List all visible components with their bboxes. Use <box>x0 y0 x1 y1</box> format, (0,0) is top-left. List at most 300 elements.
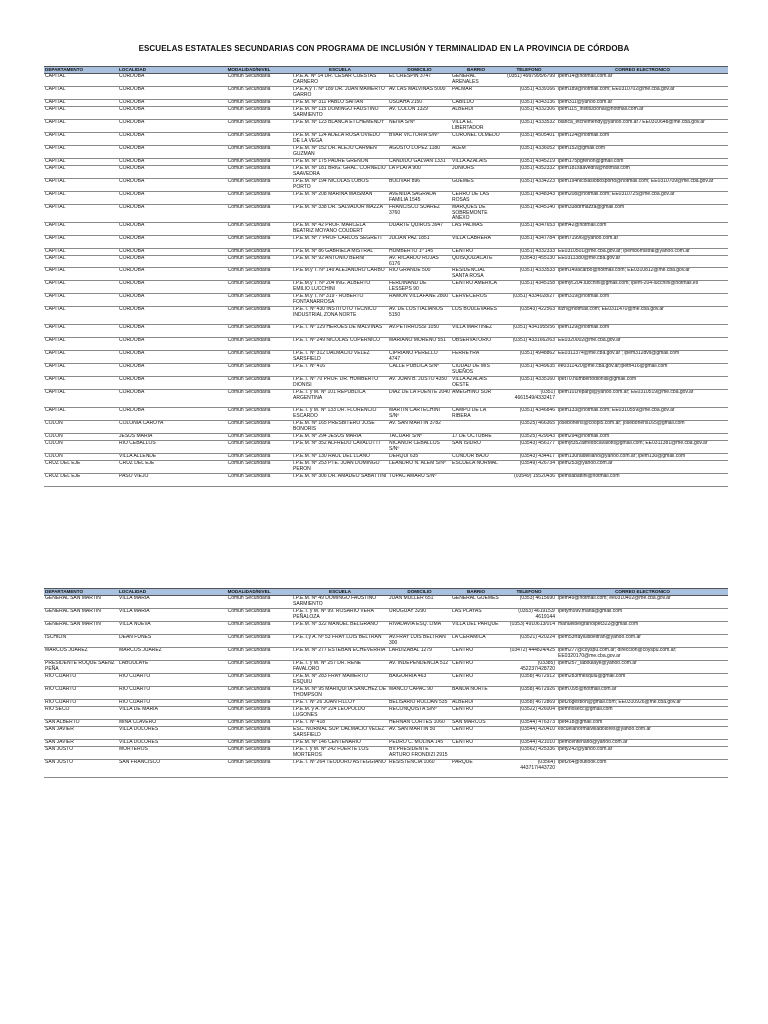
cell-barrio: JUNIORS <box>451 166 501 179</box>
table-row <box>44 377 728 390</box>
cell-departamento: CAPITAL <box>44 179 118 192</box>
cell-barrio: OBSERVATORIO <box>451 338 501 351</box>
cell-localidad: CORDOBA <box>118 107 206 120</box>
cell-domicilio: JUAN MULLER 651 <box>388 596 451 609</box>
cell-escuela: I.P.E.T. Nº 416 <box>292 364 388 377</box>
cell-escuela: I.P.E.T. Nº 430 INSTITUTO TECNICO INDUSTRIAL ZONA NORTE <box>292 307 388 325</box>
cell-correo: ipet70.humbertodionisi@gmail.com <box>557 377 728 390</box>
cell-departamento: SAN JUSTO <box>44 760 118 778</box>
header-barrio: BARRIO <box>451 589 501 596</box>
cell-departamento: SAN ALBERTO <box>44 720 118 727</box>
table-row <box>44 100 728 107</box>
cell-modalidad: Común Secundaria <box>206 281 292 294</box>
cell-domicilio: AV. DE LOS ITALIANOS 5150 <box>388 307 451 325</box>
cell-correo: ipem189@hotmail.com; EE0310702@me.cba.gov.ar <box>557 87 728 100</box>
cell-localidad: VILLA NUEVA <box>118 622 206 635</box>
cell-telefono: (03549) 426734 <box>501 461 557 474</box>
header-telefono: TELEFONO <box>501 589 557 596</box>
cell-departamento: GENERAL SAN MARTIN <box>44 596 118 609</box>
cell-escuela: I.P.E.T. Nº 26 JUAN FILLOY <box>292 700 388 707</box>
cell-barrio: VILLA DEL PARQUE <box>451 622 501 635</box>
cell-localidad: DEAN FUNES <box>118 635 206 648</box>
cell-domicilio: RIO GRANDE 500 <box>388 268 451 281</box>
cell-escuela: I.P.E.M. Nº 283 FRAY MAMERTO ESQUIU <box>292 674 388 687</box>
cell-telefono: (0351) 4345158 <box>501 281 557 294</box>
cell-localidad: CORDOBA <box>118 223 206 236</box>
cell-correo: ipem175pgrenon@gmail.com <box>557 159 728 166</box>
cell-departamento: CAPITAL <box>44 325 118 338</box>
cell-escuela: I.P.E.M. Nº 92 ANTONIO BERNI <box>292 256 388 268</box>
header-modalidad: MODALIDAD/NIVEL <box>206 67 292 74</box>
cell-departamento: SAN JUSTO <box>44 747 118 760</box>
cell-telefono: (03564) 443717/443720 <box>501 760 557 778</box>
cell-escuela: I.P.E.M. Nº 175 PADRE GRENON <box>292 159 388 166</box>
cell-modalidad: Común Secundaria <box>206 87 292 100</box>
header-localidad: LOCALIDAD <box>118 589 206 596</box>
cell-modalidad: Común Secundaria <box>206 635 292 648</box>
cell-telefono: (0353) 4619153/ 4619144 <box>501 609 557 622</box>
cell-barrio: SAN MARCOS <box>451 720 501 727</box>
cell-localidad: CORDOBA <box>118 364 206 377</box>
cell-escuela: I.P.E.M. y A. Nº 224 LEOPOLDO LUGONES <box>292 707 388 720</box>
cell-domicilio: AV. COLON 1329 <box>388 107 451 120</box>
cell-domicilio: CIPRIANO PERELLO 4747 <box>388 351 451 364</box>
table-row <box>44 294 728 307</box>
table-row <box>44 192 728 205</box>
cell-localidad: CORDOBA <box>118 325 206 338</box>
cell-escuela: I.P.E.M.y T. Nº 204 ING. ALBERTO EMILIO LUCCHINI <box>292 281 388 294</box>
cell-barrio: CENTRO <box>451 661 501 674</box>
cell-localidad: CRUZ DEL EJE <box>118 461 206 474</box>
cell-telefono: (0353) 4615690 <box>501 596 557 609</box>
cell-domicilio: FERDINAND DE LESSEPS 90 <box>388 281 451 294</box>
cell-modalidad: Común Secundaria <box>206 146 292 159</box>
cell-departamento: RIO CUARTO <box>44 700 118 707</box>
table-row <box>44 390 728 408</box>
cell-modalidad: Común Secundaria <box>206 223 292 236</box>
cell-escuela: I.P.E.T.y A. Nº 53 FRAY LUIS BELTRAN <box>292 635 388 648</box>
cell-localidad: CORDOBA <box>118 205 206 223</box>
cell-telefono: (0351) 4352332 <box>501 166 557 179</box>
cell-barrio: CAMPO DE LA RIBERA <box>451 408 501 421</box>
cell-escuela: I.P.E.T. Nº 249 NICOLAS COPERNICO <box>292 338 388 351</box>
cell-localidad: CORDOBA <box>118 133 206 146</box>
table-row <box>44 727 728 740</box>
header-escuela: ESCUELA <box>292 67 388 74</box>
table-row <box>44 596 728 609</box>
cell-modalidad: Común Secundaria <box>206 707 292 720</box>
header-correo: CORREO ELECTRONICO <box>557 67 728 74</box>
header-domicilio: DOMICILIO <box>388 589 451 596</box>
cell-departamento: CAPITAL <box>44 377 118 390</box>
cell-domicilio: EL CRESPIN 3747 <box>388 74 451 87</box>
cell-localidad: CORDOBA <box>118 307 206 325</box>
table-row <box>44 648 728 661</box>
header-row <box>44 589 728 596</box>
table-row <box>44 307 728 325</box>
cell-telefono: (0351) 4346846 <box>501 408 557 421</box>
cell-telefono: (03544) 476373 <box>501 720 557 727</box>
cell-escuela: I.P.E.M. Nº 49 DOMINGO FAUSTINO SARMIENTO <box>292 596 388 609</box>
table-row <box>44 740 728 747</box>
cell-escuela: ESC. NORMAL SUP. DALMACIO VELEZ SARSFIELD <box>292 727 388 740</box>
cell-localidad: VILLA DE MARIA <box>118 707 206 720</box>
table-row <box>44 325 728 338</box>
cell-departamento: CAPITAL <box>44 100 118 107</box>
cell-localidad: MARCOS JUAREZ <box>118 648 206 661</box>
cell-correo: ipem253@yahoo.com.ar <box>557 461 728 474</box>
cell-domicilio: TUPAC AMARU S/Nº <box>388 474 451 487</box>
cell-modalidad: Común Secundaria <box>206 268 292 281</box>
cell-barrio: QUISQUIZACATE <box>451 256 501 268</box>
table-row <box>44 249 728 256</box>
cell-correo: ipem277@coyspu.com.ar; direccion@coyspu.com.ar; EE0320170@me.cba.gov.ar <box>557 648 728 661</box>
cell-domicilio: HERNAN CORTES 1060 <box>388 720 451 727</box>
cell-localidad: COLONIA CAROYA <box>118 421 206 434</box>
cell-departamento: CAPITAL <box>44 205 118 223</box>
cell-escuela: I.P.E.M. Nº 146 CENTENARIO <box>292 740 388 747</box>
cell-correo: EE0310501@me.cba.gov.ar; ipem86mistral@yahoo.com.ar <box>557 249 728 256</box>
cell-domicilio: LEANDRO N. ALEM S/Nº <box>388 461 451 474</box>
cell-telefono: (03525) 429043 <box>501 434 557 441</box>
cell-modalidad: Común Secundaria <box>206 133 292 146</box>
cell-barrio: SAN ISIDRO <box>451 441 501 454</box>
cell-modalidad: Común Secundaria <box>206 434 292 441</box>
cell-localidad: SAN FRANCISCO <box>118 760 206 778</box>
cell-correo: ipemsabattini@hotmail.com <box>557 474 728 487</box>
cell-localidad: VILLA ALLENDE <box>118 454 206 461</box>
cell-domicilio: AV. JUAN B. JUSTO 4350 <box>388 377 451 390</box>
cell-telefono: (0351) 4345140 <box>501 205 557 223</box>
cell-domicilio: BELISARIO ROLDAN 535 <box>388 700 451 707</box>
cell-domicilio: AV.FRAY LUIS BELTRAN 300 <box>388 635 451 648</box>
cell-correo: ipet26gestion@gmail.com; EE0310926@me.cba.gov.ar <box>557 700 728 707</box>
cell-domicilio: LARDIZABAL 1279 <box>388 648 451 661</box>
cell-correo: EE0311374@me.cba.gov.ar ; ipem312dvs@gmail.com <box>557 351 728 364</box>
cell-modalidad: Común Secundaria <box>206 100 292 107</box>
table-row <box>44 159 728 166</box>
cell-modalidad: Común Secundaria <box>206 166 292 179</box>
cell-modalidad: Común Secundaria <box>206 236 292 249</box>
cell-correo: ipem181saavedra@hotmail.com <box>557 166 728 179</box>
cell-telefono: (0351) 4332333 <box>501 249 557 256</box>
cell-domicilio: PEDRO C. MOLINA 145 <box>388 740 451 747</box>
cell-escuela: I.P.E.M. Nº 277 ESTEBAN ECHEVERRIA <box>292 648 388 661</box>
cell-departamento: ISCHILIN <box>44 635 118 648</box>
cell-departamento: CAPITAL <box>44 268 118 281</box>
cell-domicilio: AGUSTO LOPEZ 1180 <box>388 146 451 159</box>
table-row <box>44 434 728 441</box>
cell-modalidad: Común Secundaria <box>206 661 292 674</box>
cell-modalidad: Común Secundaria <box>206 205 292 223</box>
schools-table-capital-colon-cruz-del-eje <box>44 66 728 487</box>
cell-escuela: I.P.E.T. Nº 418 <box>292 720 388 727</box>
cell-localidad: MINA CLAVERO <box>118 720 206 727</box>
cell-barrio: ALBERDI <box>451 700 501 707</box>
cell-modalidad: Común Secundaria <box>206 700 292 707</box>
cell-departamento: CAPITAL <box>44 133 118 146</box>
table-row <box>44 236 728 249</box>
cell-escuela: I.P.E.M. Nº 124 ADELA ROSA OVIEDO DE LA VEGA <box>292 133 388 146</box>
cell-departamento: CAPITAL <box>44 408 118 421</box>
cell-modalidad: Común Secundaria <box>206 421 292 434</box>
table-row <box>44 747 728 760</box>
cell-localidad: CORDOBA <box>118 146 206 159</box>
cell-localidad: CORDOBA <box>118 390 206 408</box>
cell-barrio: CENTRO <box>451 740 501 747</box>
cell-escuela: I.P.E.M. Nº 253 PTE. JUAN DOMINGO PERON <box>292 461 388 474</box>
cell-localidad: CORDOBA <box>118 179 206 192</box>
schools-table-interior <box>44 588 728 778</box>
cell-modalidad: Común Secundaria <box>206 596 292 609</box>
cell-escuela: I.P.E.M.y T. Nº 319 - ROBERTO FONTANARROSA <box>292 294 388 307</box>
cell-telefono: (03544) 421010 <box>501 740 557 747</box>
cell-localidad: RIO CUARTO <box>118 700 206 707</box>
cell-departamento: RIO SECO <box>44 707 118 720</box>
cell-localidad: VILLA DOLORES <box>118 727 206 740</box>
table-row <box>44 223 728 236</box>
cell-localidad: CORDOBA <box>118 236 206 249</box>
cell-localidad: CORDOBA <box>118 87 206 100</box>
cell-departamento: CAPITAL <box>44 146 118 159</box>
cell-correo: escuelanormalvilladolores@yahoo.com.ar <box>557 727 728 740</box>
cell-domicilio: BOLIVAR 896 <box>388 179 451 192</box>
table-row <box>44 205 728 223</box>
cell-localidad: CORDOBA <box>118 159 206 166</box>
cell-departamento: RIO CUARTO <box>44 674 118 687</box>
table-row <box>44 364 728 377</box>
cell-departamento: CRUZ DEL EJE <box>44 461 118 474</box>
cell-telefono: (0351) 4333532 <box>501 120 557 133</box>
table-row <box>44 268 728 281</box>
cell-escuela: I.P.E.T. y M. Nº 101 REPUBLICA ARGENTINA <box>292 390 388 408</box>
cell-telefono: (03544) 420410 <box>501 727 557 740</box>
table-row <box>44 408 728 421</box>
cell-correo: ipem130raldelllano@yahoo.com.ar; ipem130@gmail.com <box>557 454 728 461</box>
cell-domicilio: RIVADAVIA ESQ. LIMA <box>388 622 451 635</box>
cell-departamento: PRESIDENTE ROQUE SAENZ PEÑA <box>44 661 118 674</box>
cell-localidad: CORDOBA <box>118 338 206 351</box>
cell-correo: ipem133@hotmail.com; EE0310559@me.cba.gov.ar <box>557 408 728 421</box>
cell-barrio: FERREYRA <box>451 351 501 364</box>
cell-correo: joseboneris@coopi5.com.ar; joseboneris165@gmail.com <box>557 421 728 434</box>
cell-correo: ipem.095@hotmail.com.ar <box>557 687 728 700</box>
cell-barrio <box>451 421 501 434</box>
cell-telefono: (0351) 4661549/4332417 <box>501 390 557 408</box>
cell-barrio: PARQUE <box>451 760 501 778</box>
cell-barrio: ALEM <box>451 146 501 159</box>
cell-escuela: I.P.E.M. Nº 352 ALFREDO CAVALOTTI <box>292 441 388 454</box>
cell-modalidad: Común Secundaria <box>206 159 292 166</box>
cell-correo: ee0311420@me.cba.gov.ar;ipetn416@gmail.com <box>557 364 728 377</box>
cell-domicilio: AV. SAN MARTIN 3782 <box>388 421 451 434</box>
cell-localidad: CORDOBA <box>118 166 206 179</box>
cell-localidad: CORDOBA <box>118 192 206 205</box>
cell-escuela: I.P.E.T. Nº 129 HEROES DE MALVINAS <box>292 325 388 338</box>
cell-departamento: CAPITAL <box>44 120 118 133</box>
cell-domicilio: MANCO CAPAC 90 <box>388 687 451 700</box>
table-row <box>44 421 728 434</box>
cell-domicilio: DERQUI 635 <box>388 454 451 461</box>
cell-escuela: I.P.E.M. Nº 86 GABRIELA MISTRAL <box>292 249 388 256</box>
cell-domicilio: AV. INDEPENDENCIA 512 <box>388 661 451 674</box>
cell-correo: ipem152@gmail.com <box>557 146 728 159</box>
header-departamento: DEPARTAMENTO <box>44 589 118 596</box>
cell-telefono: (0351) 4343136 <box>501 100 557 107</box>
cell-telefono: (03549) 15520436 <box>501 474 557 487</box>
cell-domicilio: DIAZ DE LA FUENTE 2040 <box>388 390 451 408</box>
cell-correo: ipem149acarbo@hotmail.com; EE0310812@me.cba.gov.ar <box>557 268 728 281</box>
cell-escuela: I.P.E.M. Nº 194 NICOLAS LOBOS PORTO <box>292 179 388 192</box>
cell-localidad: CORDOBA <box>118 294 206 307</box>
cell-modalidad: Común Secundaria <box>206 474 292 487</box>
cell-barrio: VILLA EL LIBERTADOR <box>451 120 501 133</box>
table-row <box>44 107 728 120</box>
cell-escuela: I.P.E.M. Nº 306 DR. AMADEO SABATTINI <box>292 474 388 487</box>
header-barrio: BARRIO <box>451 67 501 74</box>
cell-telefono: (0351) 4334223 <box>501 179 557 192</box>
table-row <box>44 256 728 268</box>
table-row <box>44 166 728 179</box>
cell-telefono: (0351) 4345219 <box>501 159 557 166</box>
table-row <box>44 74 728 87</box>
cell-domicilio: HUMBERTO 1º 145 <box>388 249 451 256</box>
header-telefono: TELEFONO <box>501 67 557 74</box>
cell-correo: ipem14@hotmail.com.ar <box>557 74 728 87</box>
cell-escuela: I.P.E.T. y M. Nº 99. ROSARIO VERA PEÑALOZA <box>292 609 388 622</box>
cell-telefono: (0353) 4910613/014 <box>501 622 557 635</box>
cell-telefono: (0351) 4948862 <box>501 351 557 364</box>
cell-departamento: CAPITAL <box>44 249 118 256</box>
table-row <box>44 338 728 351</box>
cell-correo: ipem311@yahoo.com.ar <box>557 100 728 107</box>
cell-barrio: LAS PALMAS <box>451 223 501 236</box>
cell-modalidad: Común Secundaria <box>206 408 292 421</box>
cell-barrio: AMEGHINO SUR <box>451 390 501 408</box>
cell-escuela: I.P.E.M. Nº 130 RAUL DEL LLANO <box>292 454 388 461</box>
cell-telefono: (0351) 4332306 <box>501 107 557 120</box>
cell-correo: ipem115_institucional@hotmail.com.ar <box>557 107 728 120</box>
cell-barrio: ALBERDI <box>451 107 501 120</box>
cell-departamento: CAPITAL <box>44 74 118 87</box>
cell-departamento: SAN JAVIER <box>44 727 118 740</box>
cell-telefono: (0351) 4347784 <box>501 236 557 249</box>
cell-domicilio: TACUARI S/Nº <box>388 434 451 441</box>
cell-departamento: COLON <box>44 454 118 461</box>
cell-correo: ipem129@hotmail.com <box>557 325 728 338</box>
cell-barrio: LAS PLAYAS <box>451 609 501 622</box>
cell-barrio: LA CERAMICA <box>451 635 501 648</box>
table-row <box>44 687 728 700</box>
cell-correo: itizn@hotmail.com; EE0311470@me.cba.gov.ar <box>557 307 728 325</box>
cell-barrio: CENTRO <box>451 674 501 687</box>
cell-departamento: CAPITAL <box>44 307 118 325</box>
cell-barrio: CENTRO AMERICA <box>451 281 501 294</box>
cell-escuela: I.P.E.A.y T. Nº 189 DR. JUAN MAMERTO GARRO <box>292 87 388 100</box>
cell-telefono: (0351) 4347653 <box>501 223 557 236</box>
cell-modalidad: Común Secundaria <box>206 249 292 256</box>
cell-localidad: CORDOBA <box>118 268 206 281</box>
cell-telefono: (03525) 466365 <box>501 421 557 434</box>
cell-localidad: CORDOBA <box>118 408 206 421</box>
cell-escuela: I.P.E.M. Nº 7 PROF CARLOS SEGRETI <box>292 236 388 249</box>
cell-telefono: (03543) 456177 <box>501 441 557 454</box>
cell-correo: blanca_etchemendy@yahoo.com.ar / EE0310648@me.cba.gov.ar <box>557 120 728 133</box>
header-localidad: LOCALIDAD <box>118 67 206 74</box>
cell-modalidad: Común Secundaria <box>206 740 292 747</box>
cell-localidad: CORDOBA <box>118 249 206 256</box>
cell-domicilio: URUGUAY 3290 <box>388 609 451 622</box>
cell-modalidad: Común Secundaria <box>206 325 292 338</box>
cell-correo: ipetym99v.maria@gmail.com <box>557 609 728 622</box>
table-row <box>44 133 728 146</box>
cell-domicilio: AV.PETIRROSSI 1050 <box>388 325 451 338</box>
cell-barrio: CERRO DE LAS ROSAS <box>451 192 501 205</box>
cell-localidad: JESUS MARIA <box>118 434 206 441</box>
cell-domicilio: Av. LAS MALVINAS 5000 <box>388 87 451 100</box>
cell-escuela: I.P.E.T. Nº 312 DALMACIO VELEZ SARSFIELD <box>292 351 388 364</box>
table-row <box>44 609 728 622</box>
cell-escuela: I.P.E.M. Nº 152 DR. ALEJO CARMEN GUZMAN <box>292 146 388 159</box>
cell-modalidad: Común Secundaria <box>206 192 292 205</box>
cell-escuela: I.P.E.M. Nº 294 JESUS MARIA <box>292 434 388 441</box>
cell-barrio: RESIDENCIAL SANTA ROSA <box>451 268 501 281</box>
cell-departamento: CAPITAL <box>44 390 118 408</box>
cell-modalidad: Común Secundaria <box>206 720 292 727</box>
cell-barrio: CENTRO <box>451 249 501 256</box>
cell-domicilio: CALLE PUBLICA S/Nº <box>388 364 451 377</box>
cell-correo: ipemyt.204.lucchini@gmail.com; ipem-204-lucchini@hotmail.es <box>557 281 728 294</box>
cell-localidad: CORDOBA <box>118 351 206 364</box>
cell-domicilio: NEIVA S/Nº <box>388 120 451 133</box>
cell-barrio: CENTRO <box>451 707 501 720</box>
cell-modalidad: Común Secundaria <box>206 441 292 454</box>
cell-telefono: (0351) 4333533 <box>501 268 557 281</box>
cell-domicilio: JULIAN PAZ 1851 <box>388 236 451 249</box>
table-row <box>44 441 728 454</box>
cell-localidad: VILLA MARIA <box>118 609 206 622</box>
cell-domicilio: BV.PRESIDENTE ARTURO FRONDIZI 2915 <box>388 747 451 760</box>
cell-escuela: I.P.E.T. Nº 70 PROF. DR. HUMBERTO DIONISI <box>292 377 388 390</box>
cell-escuela: I.P.E.T. y M. Nº 257 DR. RENE FAVALORO <box>292 661 388 674</box>
cell-barrio: GUEMES <box>451 179 501 192</box>
cell-correo: EE0311380@me.cba.gov.ar <box>557 256 728 268</box>
cell-departamento: CAPITAL <box>44 351 118 364</box>
cell-domicilio: CANDIDO GALVAN 1331 <box>388 159 451 166</box>
cell-escuela: I.P.E.T. y M. Nº 133 DR. FLORENCIO ESCARDO <box>292 408 388 421</box>
cell-domicilio: USUAHA 2150 <box>388 100 451 107</box>
cell-modalidad: Común Secundaria <box>206 307 292 325</box>
cell-telefono: (03472) 444824/425 <box>501 648 557 661</box>
cell-modalidad: Común Secundaria <box>206 461 292 474</box>
table-row <box>44 461 728 474</box>
cell-domicilio: LA PLATA 900 <box>388 166 451 179</box>
cell-escuela: I.P.E.M. Nº 181 BRIG. GRAL. CORNELIO SAAVEDRA <box>292 166 388 179</box>
cell-barrio: VILLA AZALAIS OESTE <box>451 377 501 390</box>
cell-departamento: CAPITAL <box>44 107 118 120</box>
table-row <box>44 661 728 674</box>
cell-modalidad: Común Secundaria <box>206 454 292 461</box>
cell-departamento: CAPITAL <box>44 192 118 205</box>
cell-localidad: VILLA MARIA <box>118 596 206 609</box>
cell-escuela: I.P.E.T. y M. Nº 242 FUERTE LOS MORTEROS <box>292 747 388 760</box>
cell-correo: ipet264@outlook.com <box>557 760 728 778</box>
header-departamento: DEPARTAMENTO <box>44 67 118 74</box>
table-row <box>44 146 728 159</box>
cell-localidad: CORDOBA <box>118 120 206 133</box>
cell-departamento: CAPITAL <box>44 281 118 294</box>
cell-departamento: CAPITAL <box>44 236 118 249</box>
